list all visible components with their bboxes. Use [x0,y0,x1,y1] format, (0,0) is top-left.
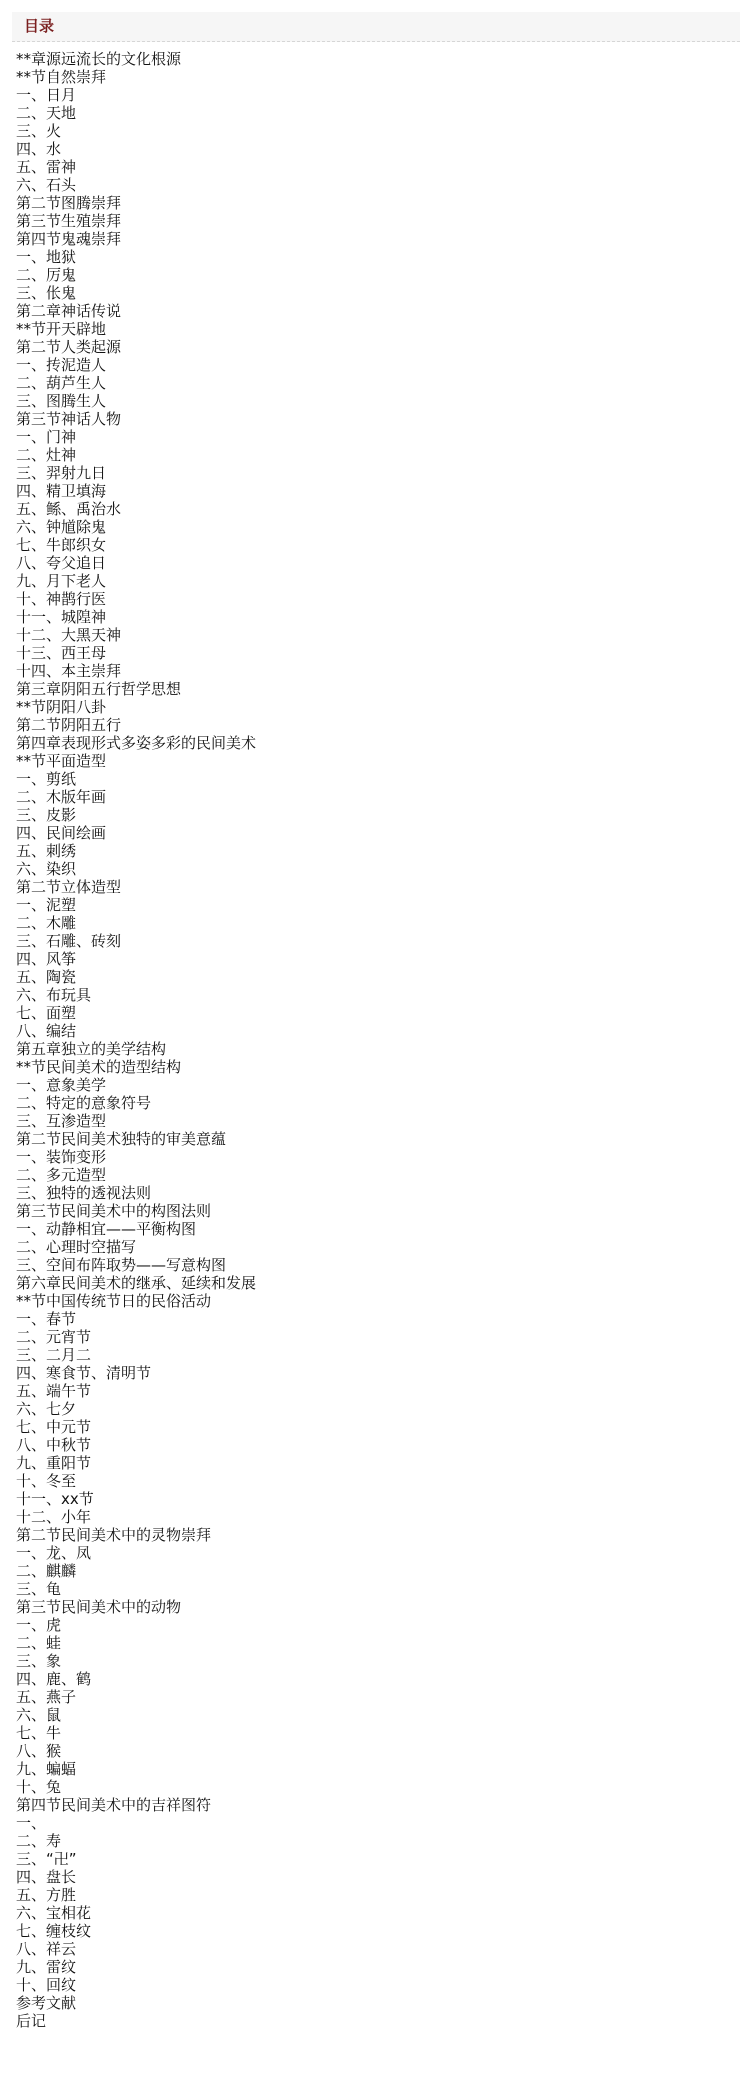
toc-item: 一、剪纸 [16,770,77,788]
toc-item: 八、夸父追日 [16,554,107,572]
toc-item: 二、木雕 [16,914,77,932]
toc-item: 一、装饰变形 [16,1148,107,1166]
toc-item: 十一、城隍神 [16,608,107,626]
toc-list [16,50,736,2030]
toc-item: 三、图腾生人 [16,392,107,410]
toc-item: 第四章表现形式多姿多彩的民间美术 [16,734,257,752]
toc-item: 三、伥鬼 [16,284,77,302]
toc-item: 三、羿射九日 [16,464,107,482]
toc-item: **节自然崇拜 [16,68,107,86]
toc-item: 四、精卫填海 [16,482,107,500]
toc-item: 二、寿 [16,1832,62,1850]
toc-item: 八、编结 [16,1022,77,1040]
toc-item: 参考文献 [16,1994,77,2012]
toc-item: 一、虎 [16,1616,62,1634]
toc-item: 第二节民间美术中的灵物崇拜 [16,1526,212,1544]
toc-item: 七、牛 [16,1724,62,1742]
toc-item: 二、厉鬼 [16,266,77,284]
toc-item: 九、月下老人 [16,572,107,590]
toc-item: 一、抟泥造人 [16,356,107,374]
toc-item: **节阴阳八卦 [16,698,107,716]
toc-header [12,12,740,42]
toc-item: **节开天辟地 [16,320,107,338]
toc-item: **节平面造型 [16,752,107,770]
toc-item: 十、兔 [16,1778,62,1796]
toc-item: 五、端午节 [16,1382,92,1400]
toc-item: 五、方胜 [16,1886,77,1904]
toc-item: 七、牛郎织女 [16,536,107,554]
toc-item: 第四节民间美术中的吉祥图符 [16,1796,212,1814]
toc-item: 十一、xx节 [16,1490,94,1508]
toc-item: 第四节鬼魂崇拜 [16,230,122,248]
toc-item: 九、重阳节 [16,1454,92,1472]
toc-item: 二、木版年画 [16,788,107,806]
toc-item: 第三节民间美术中的动物 [16,1598,182,1616]
toc-item: 十二、大黑天神 [16,626,122,644]
toc-item: **章源远流长的文化根源 [16,50,182,68]
toc-item: 七、缠枝纹 [16,1922,92,1940]
toc-item: 七、面塑 [16,1004,77,1022]
toc-item: 三、互渗造型 [16,1112,107,1130]
toc-item: 一、日月 [16,86,77,104]
toc-item: 二、天地 [16,104,77,122]
toc-item: 第二节民间美术独特的审美意蕴 [16,1130,227,1148]
toc-item: 十、冬至 [16,1472,77,1490]
toc-item: 一、动静相宜——平衡构图 [16,1220,197,1238]
toc-item: 第二节图腾崇拜 [16,194,122,212]
toc-title: 目录 [24,17,55,35]
toc-item: 六、七夕 [16,1400,77,1418]
toc-item: 第二节阴阳五行 [16,716,122,734]
toc-item: 六、布玩具 [16,986,92,1004]
toc-item: 十四、本主崇拜 [16,662,122,680]
toc-item: 二、葫芦生人 [16,374,107,392]
toc-item: 第六章民间美术的继承、延续和发展 [16,1274,257,1292]
toc-item: 三、象 [16,1652,62,1670]
toc-item: **节民间美术的造型结构 [16,1058,182,1076]
toc-item: 一、 [16,1814,47,1832]
toc-item: 九、蝙蝠 [16,1760,77,1778]
toc-item: 二、多元造型 [16,1166,107,1184]
toc-item: 三、皮影 [16,806,77,824]
toc-item: 第三节生殖崇拜 [16,212,122,230]
toc-item: 四、水 [16,140,62,158]
toc-item: 四、民间绘画 [16,824,107,842]
toc-item: 一、门神 [16,428,77,446]
toc-item: 六、鼠 [16,1706,62,1724]
toc-item: 六、染织 [16,860,77,878]
toc-item: 三、独特的透视法则 [16,1184,152,1202]
toc-item: 第五章独立的美学结构 [16,1040,167,1058]
toc-item: 十、回纹 [16,1976,77,1994]
toc-item: 二、麒麟 [16,1562,77,1580]
toc-item: 九、雷纹 [16,1958,77,1976]
toc-item: 三、龟 [16,1580,62,1598]
toc-item: 五、雷神 [16,158,77,176]
toc-item: 三、火 [16,122,62,140]
toc-item: 五、燕子 [16,1688,77,1706]
toc-item: 二、灶神 [16,446,77,464]
toc-item: 三、石雕、砖刻 [16,932,122,950]
toc-item: 二、心理时空描写 [16,1238,137,1256]
toc-item: 四、寒食节、清明节 [16,1364,152,1382]
toc-item: 一、意象美学 [16,1076,107,1094]
toc-item: 八、祥云 [16,1940,77,1958]
toc-item: 一、地狱 [16,248,77,266]
toc-item: 四、鹿、鹤 [16,1670,92,1688]
toc-item: 六、宝相花 [16,1904,92,1922]
toc-item: 二、特定的意象符号 [16,1094,152,1112]
toc-item: 第二节立体造型 [16,878,122,896]
toc-item: 三、空间布阵取势——写意构图 [16,1256,227,1274]
toc-item: 三、“卍” [16,1850,77,1868]
toc-item: 七、中元节 [16,1418,92,1436]
toc-item: 二、元宵节 [16,1328,92,1346]
toc-item: 五、陶瓷 [16,968,77,986]
toc-item: 第三节神话人物 [16,410,122,428]
toc-item: 四、风筝 [16,950,77,968]
toc-item: 三、二月二 [16,1346,92,1364]
toc-item: **节中国传统节日的民俗活动 [16,1292,212,1310]
toc-item: 第三节民间美术中的构图法则 [16,1202,212,1220]
toc-item: 一、春节 [16,1310,77,1328]
toc-item: 六、石头 [16,176,77,194]
toc-item: 后记 [16,2012,47,2030]
toc-item: 六、钟馗除鬼 [16,518,107,536]
toc-item: 一、泥塑 [16,896,77,914]
toc-item: 第二章神话传说 [16,302,122,320]
toc-item: 十二、小年 [16,1508,92,1526]
toc-item: 一、龙、凤 [16,1544,92,1562]
toc-item: 五、刺绣 [16,842,77,860]
toc-item: 十、神鹊行医 [16,590,107,608]
toc-item: 第三章阴阳五行哲学思想 [16,680,182,698]
toc-item: 五、鲧、禹治水 [16,500,122,518]
toc-item: 二、蛙 [16,1634,62,1652]
toc-item: 八、中秋节 [16,1436,92,1454]
toc-item: 四、盘长 [16,1868,77,1886]
toc-item: 十三、西王母 [16,644,107,662]
toc-item: 八、猴 [16,1742,62,1760]
toc-item: 第二节人类起源 [16,338,122,356]
